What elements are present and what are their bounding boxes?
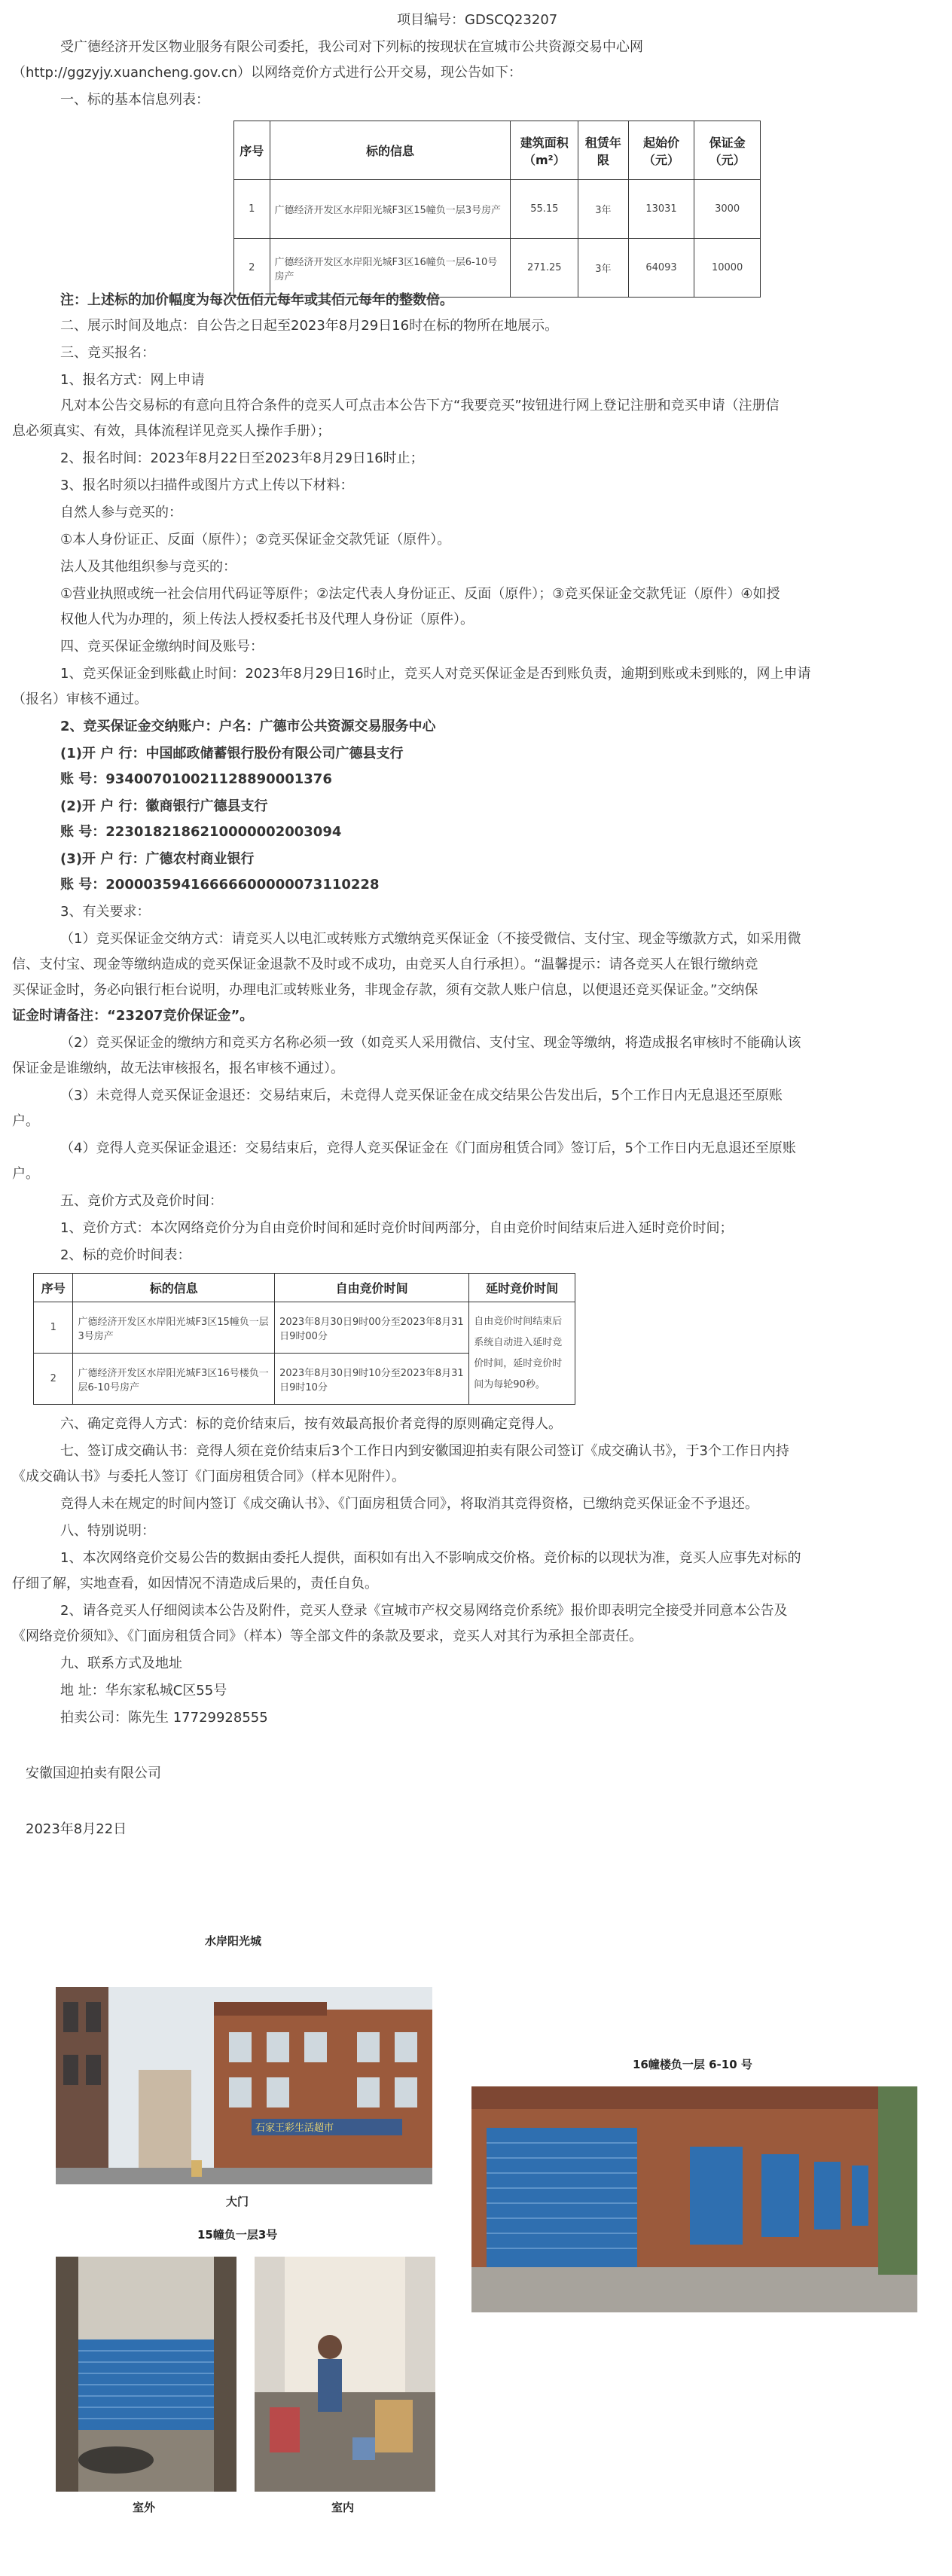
shop-sign-text: 石家王彩生活超市 bbox=[255, 2123, 334, 2134]
section-3-line: ①营业执照或统一社会信用代码证等原件；②法定代表人身份证正、反面（原件）；③竞买保证金交款凭证（原件）④如授 bbox=[60, 586, 780, 602]
section-3-line: 3、报名时须以扫描件或图片方式上传以下材料： bbox=[60, 478, 354, 493]
section-8-line: 1、本次网络竞价交易公告的数据由委托人提供，面积如有出入不影响成交价格。竞价标的以现状为准，竞买人应事先对标的 bbox=[60, 1550, 801, 1566]
table-header: 建筑面积（m²） bbox=[511, 121, 578, 180]
table-cell: 广德经济开发区水岸阳光城F3区15幢负一层3号房产 bbox=[73, 1302, 275, 1354]
table-header: 序号 bbox=[234, 121, 270, 180]
requirement-line: （3）未竞得人竞买保证金退还：交易结束后，未竞得人竞买保证金在成交结果公告发出后，5个工作日内无息退还至原账 bbox=[60, 1088, 783, 1103]
gate-photo bbox=[56, 1987, 432, 2184]
table-header: 保证金（元） bbox=[694, 121, 761, 180]
intro-line-1: 受广德经济开发区物业服务有限公司委托，我公司对下列标的按现状在宣城市公共资源交易中心网 bbox=[60, 39, 643, 55]
table-cell: 2023年8月30日9时10分至2023年8月31日9时10分 bbox=[275, 1354, 469, 1405]
table-header: 标的信息 bbox=[73, 1274, 275, 1302]
account-line: 账 号：20000359416666600000073110228 bbox=[60, 877, 380, 893]
requirement-line: 户。 bbox=[12, 1113, 39, 1129]
company-name: 安徽国迎拍卖有限公司 bbox=[26, 1766, 161, 1781]
table-header: 标的信息 bbox=[270, 121, 511, 180]
requirement-line: 户。 bbox=[12, 1166, 39, 1182]
requirement-line: 信、支付宝、现金等缴纳造成的竞买保证金退款不及时或不成功，由竞买人自行承担）。“温馨提示：请各竞买人在银行缴纳竞 bbox=[12, 957, 758, 972]
section-5-line: 1、竞价方式：本次网络竞价分为自由竞价时间和延时竞价时间两部分，自由竞价时间结束后进入延时竞价时间； bbox=[60, 1220, 734, 1236]
inside-caption: 室内 bbox=[331, 2501, 355, 2514]
section-3-line: 凡对本公告交易标的有意向且符合条件的竞买人可点击本公告下方“我要竞买”按钮进行网上登记注册和竞买申请（注册信 bbox=[60, 398, 780, 414]
photo-title-left: 水岸阳光城 bbox=[205, 1934, 262, 1948]
table-cell: 1 bbox=[234, 180, 270, 239]
account-line: 账 号：934007010021128890001376 bbox=[60, 771, 332, 787]
requirement-line: 保证金是谁缴纳，故无法审核报名，报名审核不通过）。 bbox=[12, 1061, 344, 1076]
contact-auction: 拍卖公司：陈先生 17729928555 bbox=[60, 1710, 268, 1726]
account-title: 2、竞买保证金交纳账户：户名：广德市公共资源交易服务中心 bbox=[60, 719, 436, 734]
requirement-line: （4）竞得人竞买保证金退还：交易结束后，竞得人竞买保证金在《门面房租赁合同》签订后，5个工作日内无息退还至原账 bbox=[60, 1140, 796, 1156]
table-header: 起始价（元） bbox=[628, 121, 694, 180]
section-8-title: 八、特别说明： bbox=[60, 1523, 155, 1539]
section-5-line: 2、标的竞价时间表： bbox=[60, 1247, 191, 1263]
section-4-title: 四、竞买保证金缴纳时间及账号： bbox=[60, 639, 264, 655]
section-3-line: ①本人身份证正、反面（原件）；②竞买保证金交款凭证（原件）。 bbox=[60, 532, 451, 548]
photo-title-right: 16幢楼负一层 6-10 号 bbox=[633, 2058, 752, 2071]
contact-address: 地 址：华东家私城C区55号 bbox=[60, 1683, 227, 1699]
requirement-line: （1）竞买保证金交纳方式：请竞买人以电汇或转账方式缴纳竞买保证金（不接受微信、支付宝、现金等缴款方式，如采用微 bbox=[60, 931, 801, 947]
outside-photo bbox=[56, 2257, 236, 2492]
section-1-title: 一、标的基本信息列表： bbox=[60, 92, 209, 108]
table-cell: 自由竞价时间结束后系统自动进入延时竞价时间，延时竞价时间为每轮90秒。 bbox=[469, 1302, 575, 1405]
section-7-line: 竞得人未在规定的时间内签订《成交确认书》、《门面房租赁合同》，将取消其竞得资格，已缴纳竞买保证金不予退还。 bbox=[60, 1496, 758, 1512]
table-cell: 1 bbox=[34, 1302, 73, 1354]
table-header: 租赁年限 bbox=[578, 121, 629, 180]
section-3-line: 自然人参与竞买的： bbox=[60, 505, 182, 520]
gate-caption: 大门 bbox=[226, 2195, 249, 2208]
outside-caption: 室外 bbox=[133, 2501, 156, 2514]
table-cell: 55.15 bbox=[511, 180, 578, 239]
table-row bbox=[34, 1302, 575, 1354]
building-15-caption: 15幢负一层3号 bbox=[197, 2228, 278, 2242]
section-7-line: 《成交确认书》与委托人签订《门面房租赁合同》（样本见附件）。 bbox=[12, 1469, 405, 1485]
account-line: (1)开 户 行：中国邮政储蓄银行股份有限公司广德县支行 bbox=[60, 746, 404, 762]
table-cell: 2023年8月30日9时00分至2023年8月31日9时00分 bbox=[275, 1302, 469, 1354]
table-cell: 13031 bbox=[628, 180, 694, 239]
section-3-line: 息必须真实、有效，具体流程详见竞买人操作手册）； bbox=[12, 423, 331, 439]
subject-info-table bbox=[233, 121, 761, 298]
project-number: 项目编号：GDSCQ23207 bbox=[397, 12, 558, 28]
table-cell: 广德经济开发区水岸阳光城F3区16幢负一层6-10号房产 bbox=[270, 239, 511, 298]
section-8-line: 仔细了解，实地查看，如因情况不清造成后果的，责任自负。 bbox=[12, 1576, 378, 1592]
section-4-line: （报名）审核不通过。 bbox=[12, 691, 148, 707]
account-line: 账 号：2230182186210000002003094 bbox=[60, 824, 342, 840]
table-cell: 2 bbox=[234, 239, 270, 298]
inside-image bbox=[255, 2257, 435, 2492]
section-8-line: 2、请各竞买人仔细阅读本公告及附件，竞买人登录《宣城市产权交易网络竞价系统》报价即表明完全接受并同意本公告及 bbox=[60, 1603, 788, 1619]
requirement-line: （2）竞买保证金的缴纳方和竞买方名称必须一致（如竞买人采用微信、支付宝、现金等缴纳，将造成报名审核时不能确认该 bbox=[60, 1035, 801, 1051]
requirements-title: 3、有关要求： bbox=[60, 904, 151, 920]
increment-note: 注：上述标的加价幅度为每次伍佰元每年或其佰元每年的整数倍。 bbox=[60, 292, 453, 308]
building-16-photo bbox=[471, 2086, 917, 2312]
intro-line-2: （http://ggzyjy.xuancheng.gov.cn）以网络竞价方式进行公开交易，现公告如下： bbox=[12, 65, 523, 81]
table-cell: 广德经济开发区水岸阳光城F3区15幢负一层3号房产 bbox=[270, 180, 511, 239]
inside-photo bbox=[255, 2257, 435, 2492]
bidding-schedule-table bbox=[33, 1273, 575, 1405]
notice-date: 2023年8月22日 bbox=[26, 1821, 127, 1837]
table-cell: 2 bbox=[34, 1354, 73, 1405]
requirement-line: 证金时请备注：“23207竞价保证金”。 bbox=[12, 1008, 254, 1024]
account-line: (2)开 户 行：徽商银行广德县支行 bbox=[60, 798, 268, 814]
section-7-line: 七、签订成交确认书：竞得人须在竞价结束后3个工作日内到安徽国迎拍卖有限公司签订《成交确认书》，于3个工作日内持 bbox=[60, 1443, 789, 1459]
building-16-image bbox=[471, 2086, 917, 2312]
section-3-line: 法人及其他组织参与竞买的： bbox=[60, 559, 236, 575]
section-3-line: 1、报名方式：网上申请 bbox=[60, 372, 205, 388]
table-header: 延时竞价时间 bbox=[469, 1274, 575, 1302]
section-3-title: 三、竞买报名： bbox=[60, 345, 155, 361]
table-cell: 10000 bbox=[694, 239, 761, 298]
gate-image bbox=[56, 1987, 432, 2184]
table-cell: 3年 bbox=[578, 180, 629, 239]
table-cell: 3年 bbox=[578, 239, 629, 298]
section-3-line: 权他人代为办理的，须上传法人授权委托书及代理人身份证（原件）。 bbox=[60, 612, 474, 627]
table-header: 自由竞价时间 bbox=[275, 1274, 469, 1302]
section-3-line: 2、报名时间：2023年8月22日至2023年8月29日16时止； bbox=[60, 450, 424, 466]
table-cell: 271.25 bbox=[511, 239, 578, 298]
outside-image bbox=[56, 2257, 236, 2492]
section-2: 二、展示时间及地点：自公告之日起至2023年8月29日16时在标的物所在地展示。 bbox=[60, 318, 559, 334]
section-9-title: 九、联系方式及地址 bbox=[60, 1656, 182, 1671]
table-row bbox=[234, 239, 761, 298]
table-cell: 广德经济开发区水岸阳光城F3区16号楼负一层6-10号房产 bbox=[73, 1354, 275, 1405]
account-line: (3)开 户 行：广德农村商业银行 bbox=[60, 851, 255, 867]
table-row bbox=[234, 180, 761, 239]
table-cell: 3000 bbox=[694, 180, 761, 239]
table-header: 序号 bbox=[34, 1274, 73, 1302]
section-6: 六、确定竞得人方式：标的竞价结束后，按有效最高报价者竞得的原则确定竞得人。 bbox=[60, 1416, 562, 1432]
section-4-line: 1、竞买保证金到账截止时间：2023年8月29日16时止，竞买人对竞买保证金是否到账负责，逾期到账或未到账的，网上申请 bbox=[60, 666, 811, 682]
table-cell: 64093 bbox=[628, 239, 694, 298]
section-8-line: 《网络竞价须知》、《门面房租赁合同》（样本）等全部文件的条款及要求，竞买人对其行为承担全部责任。 bbox=[12, 1628, 642, 1644]
section-5-title: 五、竞价方式及竞价时间： bbox=[60, 1193, 223, 1209]
requirement-line: 买保证金时，务必向银行柜台说明，办理电汇或转账业务，非现金存款，须有交款人账户信息，以便退还竞买保证金。”交纳保 bbox=[12, 982, 758, 998]
